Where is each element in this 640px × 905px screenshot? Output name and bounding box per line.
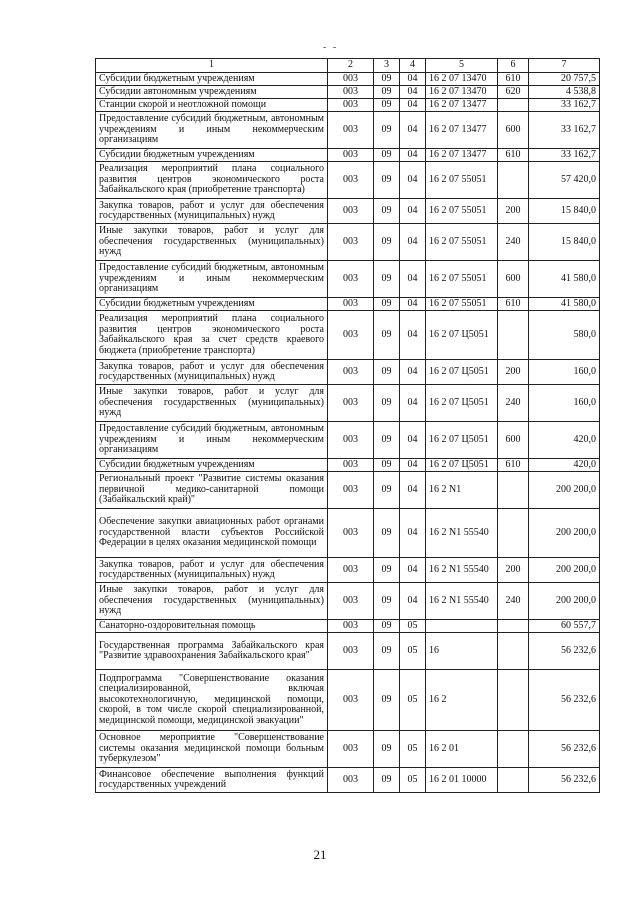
cell-amount: 56 232,6 (529, 633, 600, 670)
col-header-3: 3 (374, 59, 400, 73)
cell-name: Станции скорой и неотложной помощи (96, 99, 328, 112)
cell-section: 09 (374, 261, 400, 298)
cell-subsection: 05 (400, 731, 426, 768)
cell-target-item: 16 2 07 Ц5051 (426, 422, 498, 459)
cell-target-item: 16 2 07 55051 (426, 162, 498, 199)
cell-admin-code: 003 (328, 472, 374, 509)
cell-amount: 56 232,6 (529, 670, 600, 731)
cell-section: 09 (374, 99, 400, 112)
cell-name: Закупка товаров, работ и услуг для обеспечения государственных (муниципальных) нужд (96, 199, 328, 224)
cell-admin-code: 003 (328, 224, 374, 261)
cell-name: Субсидии бюджетным учреждениям (96, 298, 328, 311)
cell-name: Закупка товаров, работ и услуг для обеспечения государственных (муниципальных) нужд (96, 360, 328, 385)
col-header-5: 5 (426, 59, 498, 73)
cell-target-item: 16 2 07 13470 (426, 86, 498, 99)
cell-subsection: 04 (400, 298, 426, 311)
cell-name: Предоставление субсидий бюджетным, автономным учреждениям и иным некоммерческим организациям (96, 422, 328, 459)
cell-subsection: 04 (400, 472, 426, 509)
cell-admin-code: 003 (328, 768, 374, 793)
cell-amount: 56 232,6 (529, 731, 600, 768)
cell-expense-type: 620 (498, 86, 529, 99)
table-row (96, 86, 600, 99)
cell-admin-code: 003 (328, 298, 374, 311)
cell-amount: 15 840,0 (529, 199, 600, 224)
cell-admin-code: 003 (328, 162, 374, 199)
cell-name: Субсидии бюджетным учреждениям (96, 459, 328, 472)
page-number: 21 (313, 847, 327, 862)
table-row (96, 311, 600, 360)
cell-section: 09 (374, 199, 400, 224)
cell-admin-code: 003 (328, 99, 374, 112)
cell-target-item: 16 2 07 13477 (426, 149, 498, 162)
table-row (96, 112, 600, 149)
cell-amount: 200 200,0 (529, 509, 600, 558)
col-header-1: 1 (96, 59, 328, 73)
cell-name: Санаторно-оздоровительная помощь (96, 620, 328, 633)
cell-target-item: 16 2 07 55051 (426, 298, 498, 311)
cell-target-item: 16 2 07 55051 (426, 261, 498, 298)
cell-name: Закупка товаров, работ и услуг для обеспечения государственных (муниципальных) нужд (96, 558, 328, 583)
cell-amount: 33 162,7 (529, 149, 600, 162)
cell-subsection: 04 (400, 162, 426, 199)
cell-expense-type: 240 (498, 583, 529, 620)
cell-target-item: 16 2 07 Ц5051 (426, 311, 498, 360)
cell-admin-code: 003 (328, 633, 374, 670)
top-mark: - - (323, 42, 339, 53)
col-header-4: 4 (400, 59, 426, 73)
table-row (96, 162, 600, 199)
cell-name: Обеспечение закупки авиационных работ органами государственной власти субъектов Российской Федерации в целях оказания медицинской помощи (96, 509, 328, 558)
cell-target-item: 16 2 01 (426, 731, 498, 768)
cell-admin-code: 003 (328, 731, 374, 768)
cell-name: Предоставление субсидий бюджетным, автономным учреждениям и иным некоммерческим организациям (96, 112, 328, 149)
cell-name: Предоставление субсидий бюджетным, автономным учреждениям и иным некоммерческим организациям (96, 261, 328, 298)
cell-amount: 33 162,7 (529, 99, 600, 112)
cell-admin-code: 003 (328, 558, 374, 583)
cell-section: 09 (374, 459, 400, 472)
cell-target-item: 16 2 07 Ц5051 (426, 385, 498, 422)
cell-amount: 41 580,0 (529, 298, 600, 311)
cell-name: Реализация мероприятий плана социального развития центров экономического роста Забайкальского края (приобретение транспорта) (96, 162, 328, 199)
cell-name: Иные закупки товаров, работ и услуг для обеспечения государственных (муниципальных) нужд (96, 583, 328, 620)
cell-section: 09 (374, 768, 400, 793)
cell-expense-type: 200 (498, 360, 529, 385)
cell-admin-code: 003 (328, 385, 374, 422)
cell-subsection: 04 (400, 224, 426, 261)
cell-name: Основное мероприятие "Совершенствование системы оказания медицинской помощи больным туберкулезом" (96, 731, 328, 768)
cell-subsection: 04 (400, 558, 426, 583)
table-row (96, 99, 600, 112)
cell-admin-code: 003 (328, 670, 374, 731)
cell-amount: 33 162,7 (529, 112, 600, 149)
cell-expense-type (498, 311, 529, 360)
cell-expense-type: 600 (498, 422, 529, 459)
cell-subsection: 04 (400, 385, 426, 422)
cell-amount: 200 200,0 (529, 583, 600, 620)
cell-subsection: 04 (400, 149, 426, 162)
cell-admin-code: 003 (328, 112, 374, 149)
cell-expense-type: 600 (498, 261, 529, 298)
table-row (96, 633, 600, 670)
cell-section: 09 (374, 112, 400, 149)
cell-admin-code: 003 (328, 73, 374, 86)
cell-amount: 56 232,6 (529, 768, 600, 793)
cell-section: 09 (374, 509, 400, 558)
cell-target-item: 16 2 (426, 670, 498, 731)
cell-amount: 160,0 (529, 360, 600, 385)
cell-name: Иные закупки товаров, работ и услуг для обеспечения государственных (муниципальных) нужд (96, 224, 328, 261)
cell-section: 09 (374, 633, 400, 670)
cell-target-item: 16 2 01 10000 (426, 768, 498, 793)
cell-expense-type (498, 731, 529, 768)
table-row (96, 261, 600, 298)
cell-expense-type: 610 (498, 298, 529, 311)
cell-admin-code: 003 (328, 86, 374, 99)
cell-subsection: 05 (400, 633, 426, 670)
col-header-6: 6 (498, 59, 529, 73)
cell-subsection: 04 (400, 261, 426, 298)
cell-target-item: 16 2 07 Ц5051 (426, 459, 498, 472)
table-row (96, 224, 600, 261)
cell-expense-type (498, 162, 529, 199)
cell-subsection: 04 (400, 422, 426, 459)
cell-name: Субсидии бюджетным учреждениям (96, 149, 328, 162)
cell-section: 09 (374, 298, 400, 311)
cell-section: 09 (374, 670, 400, 731)
cell-target-item: 16 2 07 Ц5051 (426, 360, 498, 385)
cell-target-item: 16 2 N1 55540 (426, 509, 498, 558)
cell-section: 09 (374, 558, 400, 583)
cell-target-item: 16 (426, 633, 498, 670)
cell-section: 09 (374, 311, 400, 360)
cell-section: 09 (374, 422, 400, 459)
table-row (96, 509, 600, 558)
cell-section: 09 (374, 731, 400, 768)
cell-amount: 420,0 (529, 422, 600, 459)
cell-admin-code: 003 (328, 311, 374, 360)
cell-amount: 60 557,7 (529, 620, 600, 633)
cell-subsection: 04 (400, 73, 426, 86)
cell-expense-type (498, 633, 529, 670)
cell-section: 09 (374, 360, 400, 385)
cell-section: 09 (374, 162, 400, 199)
cell-admin-code: 003 (328, 509, 374, 558)
cell-target-item: 16 2 N1 55540 (426, 583, 498, 620)
cell-name: Реализация мероприятий плана социального развития центров экономического роста Забайкальского края за счет средств краевого бюджета (приобретение транспорта) (96, 311, 328, 360)
cell-admin-code: 003 (328, 360, 374, 385)
cell-subsection: 05 (400, 620, 426, 633)
cell-section: 09 (374, 385, 400, 422)
cell-expense-type: 200 (498, 558, 529, 583)
cell-expense-type: 600 (498, 112, 529, 149)
cell-amount: 580,0 (529, 311, 600, 360)
cell-admin-code: 003 (328, 199, 374, 224)
col-header-7: 7 (529, 59, 600, 73)
table-row (96, 670, 600, 731)
cell-amount: 41 580,0 (529, 261, 600, 298)
cell-subsection: 04 (400, 99, 426, 112)
cell-target-item: 16 2 07 13477 (426, 99, 498, 112)
cell-section: 09 (374, 224, 400, 261)
budget-table (95, 58, 600, 793)
cell-amount: 200 200,0 (529, 472, 600, 509)
cell-subsection: 04 (400, 112, 426, 149)
table-row (96, 360, 600, 385)
cell-amount: 160,0 (529, 385, 600, 422)
cell-amount: 20 757,5 (529, 73, 600, 86)
cell-target-item: 16 2 N1 (426, 472, 498, 509)
cell-expense-type (498, 768, 529, 793)
cell-subsection: 05 (400, 768, 426, 793)
table-row (96, 199, 600, 224)
cell-expense-type (498, 620, 529, 633)
cell-expense-type: 610 (498, 149, 529, 162)
cell-amount: 57 420,0 (529, 162, 600, 199)
cell-name: Субсидии бюджетным учреждениям (96, 73, 328, 86)
table-row (96, 583, 600, 620)
table-row (96, 298, 600, 311)
cell-section: 09 (374, 86, 400, 99)
cell-target-item: 16 2 07 55051 (426, 224, 498, 261)
cell-admin-code: 003 (328, 422, 374, 459)
table-row (96, 620, 600, 633)
cell-amount: 420,0 (529, 459, 600, 472)
cell-name: Государственная программа Забайкальского края "Развитие здравоохранения Забайкальского края" (96, 633, 328, 670)
cell-expense-type (498, 670, 529, 731)
cell-admin-code: 003 (328, 149, 374, 162)
cell-section: 09 (374, 620, 400, 633)
cell-admin-code: 003 (328, 459, 374, 472)
cell-subsection: 04 (400, 86, 426, 99)
cell-amount: 4 538,8 (529, 86, 600, 99)
cell-name: Подпрограмма "Совершенствование оказания специализированной, включая высокотехнологичную, медицинской помощи, скорой, в том числе скорой специализированной, медицинской помощи, медицинской эвакуации" (96, 670, 328, 731)
cell-section: 09 (374, 149, 400, 162)
cell-name: Региональный проект "Развитие системы оказания первичной медико-санитарной помощи (Забайкальский край)" (96, 472, 328, 509)
cell-expense-type (498, 99, 529, 112)
cell-subsection: 04 (400, 199, 426, 224)
cell-section: 09 (374, 73, 400, 86)
table-row (96, 768, 600, 793)
table-row (96, 422, 600, 459)
cell-expense-type: 200 (498, 199, 529, 224)
cell-target-item: 16 2 07 13477 (426, 112, 498, 149)
cell-amount: 200 200,0 (529, 558, 600, 583)
cell-admin-code: 003 (328, 620, 374, 633)
cell-target-item: 16 2 07 13470 (426, 73, 498, 86)
cell-subsection: 04 (400, 459, 426, 472)
cell-subsection: 04 (400, 360, 426, 385)
cell-section: 09 (374, 583, 400, 620)
cell-expense-type: 240 (498, 224, 529, 261)
cell-amount: 15 840,0 (529, 224, 600, 261)
cell-expense-type (498, 472, 529, 509)
cell-target-item (426, 620, 498, 633)
header-row (96, 59, 600, 73)
table-row (96, 385, 600, 422)
cell-expense-type: 610 (498, 73, 529, 86)
table-row (96, 472, 600, 509)
table-row (96, 459, 600, 472)
cell-name: Финансовое обеспечение выполнения функций государственных учреждений (96, 768, 328, 793)
cell-expense-type: 610 (498, 459, 529, 472)
cell-expense-type: 240 (498, 385, 529, 422)
cell-subsection: 05 (400, 670, 426, 731)
cell-expense-type (498, 509, 529, 558)
cell-section: 09 (374, 472, 400, 509)
cell-subsection: 04 (400, 509, 426, 558)
table-row (96, 558, 600, 583)
cell-subsection: 04 (400, 311, 426, 360)
cell-subsection: 04 (400, 583, 426, 620)
cell-target-item: 16 2 07 55051 (426, 199, 498, 224)
cell-admin-code: 003 (328, 583, 374, 620)
col-header-2: 2 (328, 59, 374, 73)
cell-name: Иные закупки товаров, работ и услуг для обеспечения государственных (муниципальных) нужд (96, 385, 328, 422)
table-row (96, 73, 600, 86)
cell-admin-code: 003 (328, 261, 374, 298)
table-row (96, 149, 600, 162)
table-row (96, 731, 600, 768)
cell-target-item: 16 2 N1 55540 (426, 558, 498, 583)
cell-name: Субсидии автономным учреждениям (96, 86, 328, 99)
